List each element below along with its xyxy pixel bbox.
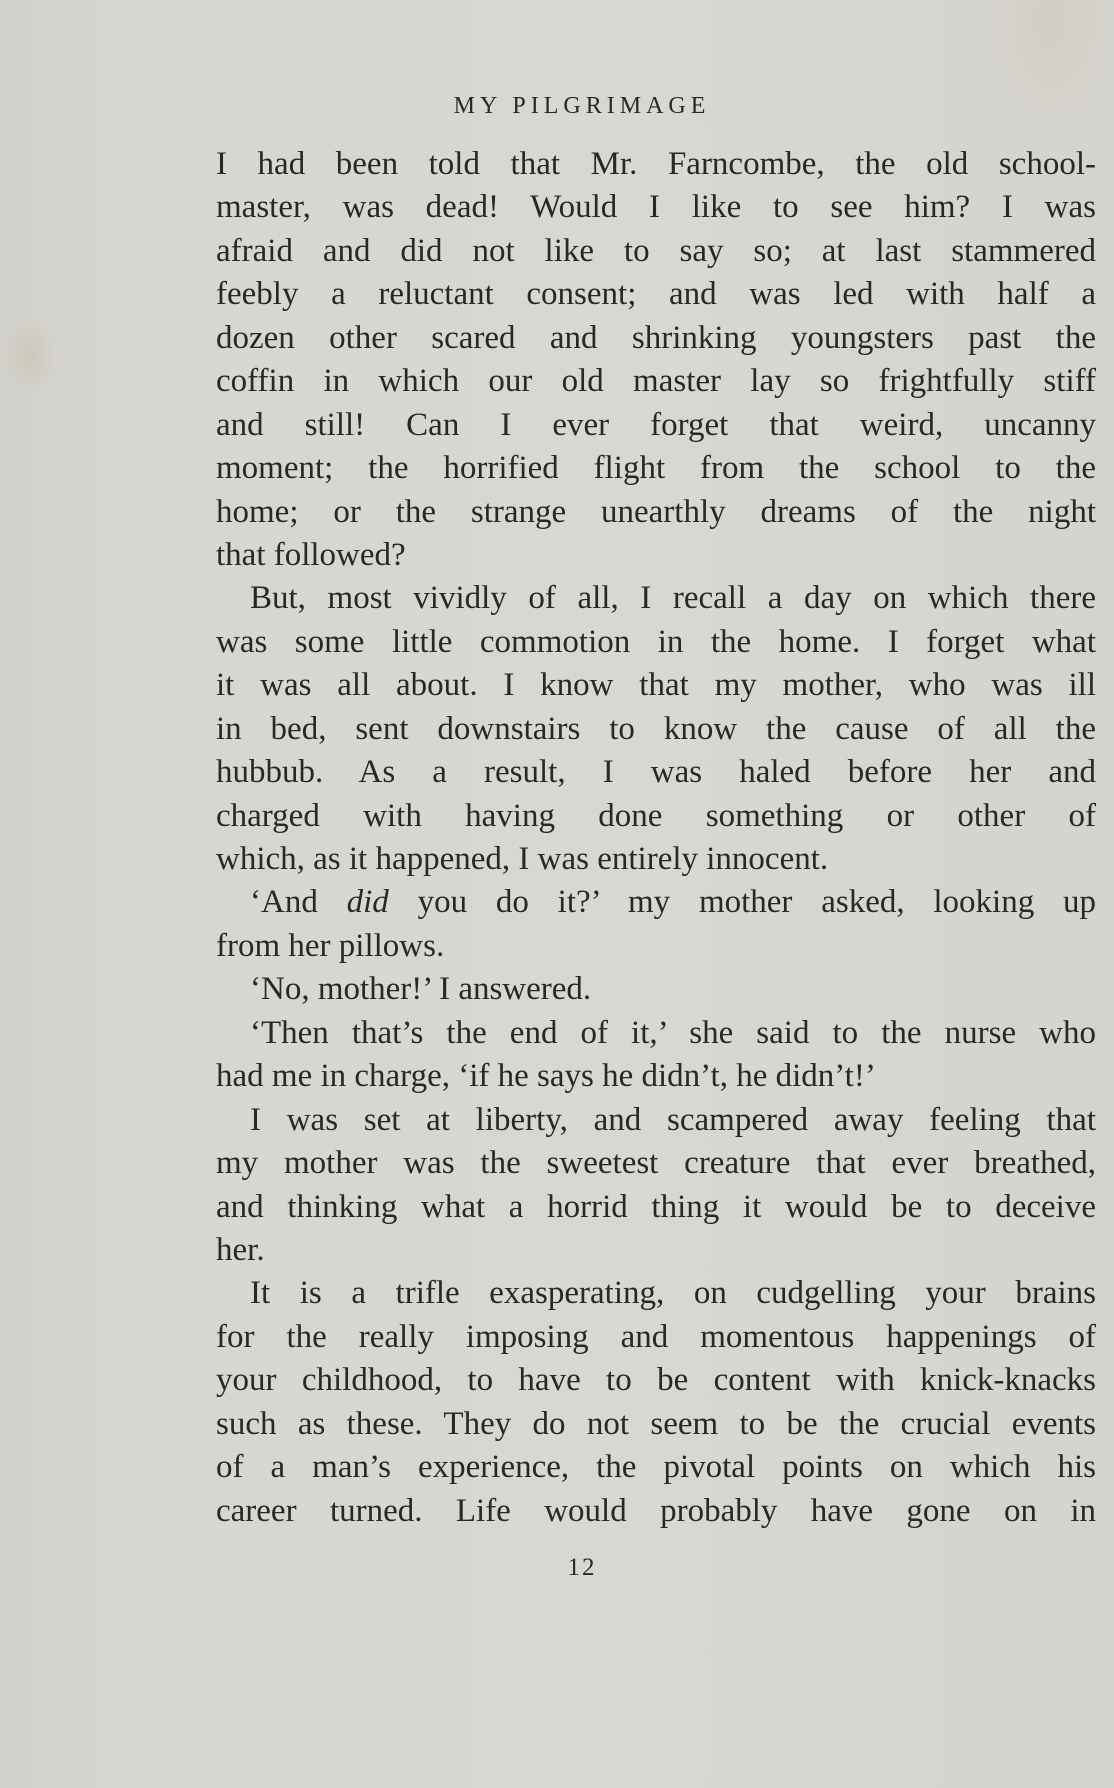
- text-line: ‘No, mother!’ I answered.: [250, 971, 592, 1008]
- text-line: charged with having done something or other of: [216, 797, 1096, 834]
- text-line: for the really imposing and momentous happenings of: [216, 1318, 1096, 1355]
- text-line: and thinking what a horrid thing it would be to deceive: [216, 1188, 1096, 1225]
- text-line: feebly a reluctant consent; and was led with half a: [216, 276, 1096, 313]
- page-number: 12: [567, 1554, 597, 1581]
- text-line: of a man’s experience, the pivotal points on which his: [216, 1449, 1096, 1486]
- text-line: career turned. Life would probably have gone on in: [216, 1492, 1096, 1529]
- text-line: But, most vividly of all, I recall a day on which there: [250, 580, 1096, 617]
- text-line: such as these. They do not seem to be the crucial events: [216, 1405, 1096, 1442]
- text-line: it was all about. I know that my mother, who was ill: [216, 667, 1096, 704]
- text-line: from her pillows.: [216, 927, 445, 964]
- text-line: ‘Then that’s the end of it,’ she said to the nurse who: [250, 1014, 1096, 1051]
- text-line: It is a trifle exasperating, on cudgelling your brains: [250, 1275, 1096, 1312]
- text-line: which, as it happened, I was entirely innocent.: [216, 841, 829, 877]
- text-line: my mother was the sweetest creature that ever breathed,: [216, 1145, 1096, 1182]
- text-line: that followed?: [216, 536, 406, 573]
- text-line: hubbub. As a result, I was haled before her and: [216, 754, 1096, 791]
- text-line: home; or the strange unearthly dreams of the night: [216, 493, 1096, 530]
- text-segment: ‘And: [250, 884, 347, 921]
- text-line: your childhood, to have to be content with knick-knacks: [216, 1362, 1096, 1399]
- text-line: in bed, sent downstairs to know the cause of all the: [216, 710, 1096, 747]
- text-segment: you do it?’ my mother asked, looking up: [388, 884, 1097, 921]
- text-line: was some little commotion in the home. I forget what: [216, 623, 1096, 660]
- text-line: afraid and did not like to say so; at last stammered: [216, 232, 1096, 269]
- running-head: MY PILGRIMAGE: [453, 93, 711, 119]
- text-line: master, was dead! Would I like to see him? I was: [216, 189, 1096, 226]
- body-text: [216, 143, 1096, 1533]
- text-line: [216, 881, 1096, 924]
- text-line: coffin in which our old master lay so frightfully stiff: [216, 363, 1096, 400]
- text-line: dozen other scared and shrinking youngsters past the: [216, 319, 1096, 356]
- text-line: I had been told that Mr. Farncombe, the old school-: [216, 146, 1096, 182]
- text-line: had me in charge, ‘if he says he didn’t, he didn’t!’: [216, 1058, 876, 1095]
- text-line: moment; the horrified flight from the school to the: [216, 450, 1096, 487]
- text-line: I was set at liberty, and scampered away feeling that: [250, 1101, 1096, 1138]
- text-line: her.: [216, 1231, 265, 1268]
- italic-word: did: [346, 884, 389, 921]
- text-line: and still! Can I ever forget that weird, uncanny: [216, 406, 1096, 443]
